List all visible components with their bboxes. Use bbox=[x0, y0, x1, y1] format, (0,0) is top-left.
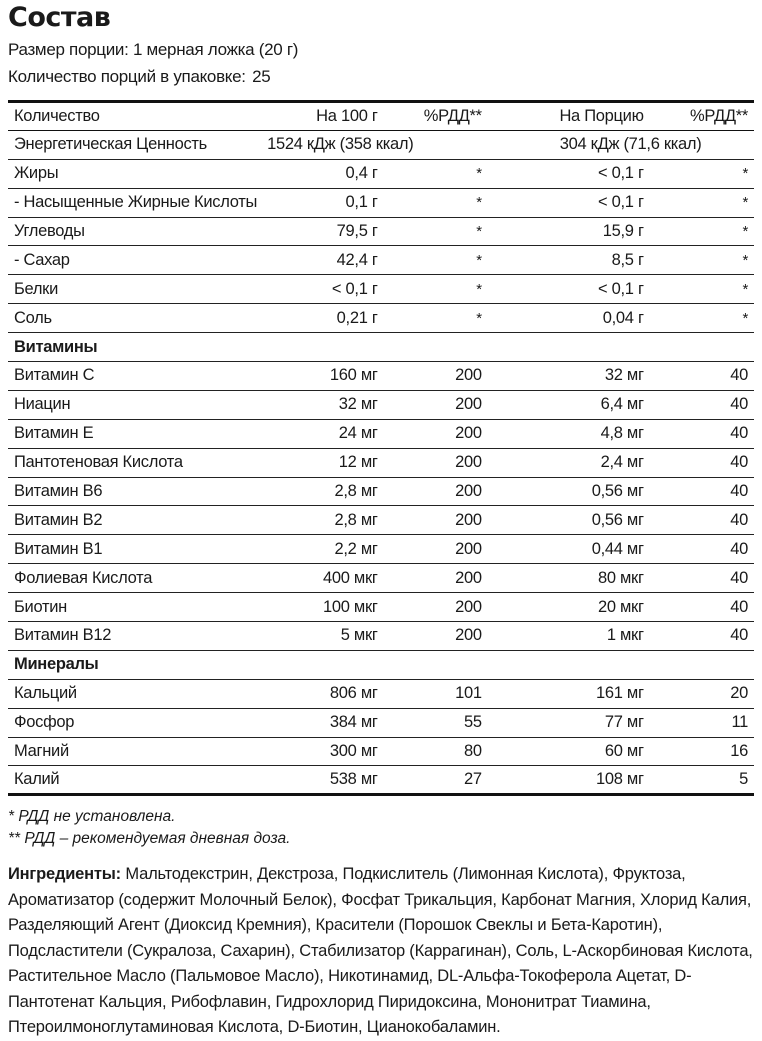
rdd-100g-value: 200 bbox=[455, 539, 482, 558]
per-100g-value: 300 мг bbox=[329, 742, 378, 761]
per-100g-value: 2,8 мг bbox=[334, 482, 378, 501]
rdd-serving-value: 40 bbox=[730, 482, 748, 501]
servings-label: Количество порций в упаковке: bbox=[8, 67, 246, 86]
rdd-100g-value: 200 bbox=[455, 568, 482, 587]
rdd-100g-value: * bbox=[476, 223, 482, 240]
energy-per-serving: 304 кДж (71,6 ккал) bbox=[559, 135, 702, 154]
minerals-section-title: Минералы bbox=[14, 655, 99, 674]
rdd-serving-value: * bbox=[742, 194, 748, 212]
rdd-100g-value: * bbox=[476, 251, 482, 269]
nutrient-name: Витамин С bbox=[14, 366, 95, 385]
per-100g-value: 0,4 г bbox=[345, 164, 378, 183]
per-serving-value: 0,44 мг bbox=[591, 539, 644, 558]
rdd-serving-value: 40 bbox=[730, 539, 748, 558]
per-serving-value: 20 мкг bbox=[597, 597, 644, 616]
nutrient-name: Пантотеновая Кислота bbox=[14, 453, 183, 472]
vitamins-section bbox=[8, 333, 754, 362]
rdd-serving-value: 40 bbox=[730, 568, 748, 587]
per-serving-value: 6,4 мг bbox=[600, 395, 644, 414]
per-100g-value: 400 мкг bbox=[322, 568, 378, 587]
rdd-100g-value: * bbox=[476, 309, 482, 327]
footnote-rdd-definition: ** РДД – рекомендуемая дневная доза. bbox=[8, 830, 291, 848]
rdd-100g-value: 200 bbox=[455, 510, 482, 529]
rdd-100g-value: 55 bbox=[463, 713, 482, 732]
rdd-serving-value: 40 bbox=[730, 597, 748, 616]
header-rdd-100g: %РДД** bbox=[423, 106, 482, 125]
rdd-100g-value: * bbox=[476, 280, 482, 298]
rdd-serving-value: * bbox=[742, 280, 748, 298]
table-row bbox=[8, 535, 754, 564]
per-serving-value: 60 мг bbox=[604, 742, 644, 761]
rdd-100g-value: 27 bbox=[463, 770, 482, 789]
ingredients bbox=[8, 862, 754, 1041]
table-row bbox=[8, 622, 754, 651]
nutrient-name: Углеводы bbox=[14, 222, 85, 240]
nutrient-name: Витамин Е bbox=[14, 424, 94, 443]
table-row bbox=[8, 506, 754, 535]
per-100g-value: 42,4 г bbox=[336, 250, 378, 269]
header-rdd-serving: %РДД** bbox=[690, 106, 748, 125]
nutrient-name: Витамин В6 bbox=[14, 482, 103, 501]
per-serving-value: 2,4 мг bbox=[600, 453, 644, 472]
rdd-100g-value: 200 bbox=[455, 626, 482, 645]
table-row bbox=[8, 679, 754, 708]
page-title: Состав bbox=[8, 2, 111, 33]
per-100g-value: 2,2 мг bbox=[334, 539, 378, 558]
nutrient-name: Жиры bbox=[14, 164, 59, 183]
rdd-serving-value: 40 bbox=[730, 395, 748, 414]
per-100g-value: < 0,1 г bbox=[331, 279, 378, 298]
nutrient-name: Витамин В1 bbox=[14, 539, 103, 558]
table-body bbox=[8, 130, 754, 794]
per-100g-value: 160 мг bbox=[329, 366, 378, 385]
per-100g-value: 32 мг bbox=[338, 395, 378, 414]
table-row bbox=[8, 390, 754, 419]
nutrition-table bbox=[8, 100, 754, 796]
rdd-serving-value: 11 bbox=[731, 713, 748, 732]
nutrient-name: Белки bbox=[14, 279, 59, 298]
footnotes bbox=[8, 806, 754, 850]
rdd-serving-value: 40 bbox=[730, 510, 748, 529]
per-serving-value: 8,5 г bbox=[611, 250, 644, 269]
rdd-100g-value: 80 bbox=[463, 742, 482, 761]
rdd-100g-value: * bbox=[476, 165, 482, 183]
servings-count bbox=[8, 63, 754, 90]
nutrient-name: Соль bbox=[14, 308, 52, 327]
rdd-100g-value: 200 bbox=[455, 453, 482, 472]
footnote-rdd-not-set: * РДД не установлена. bbox=[8, 808, 176, 826]
per-serving-value: 108 мг bbox=[595, 770, 644, 789]
rdd-100g-value: 101 bbox=[455, 684, 482, 703]
per-serving-value: 0,04 г bbox=[602, 308, 644, 327]
table-row bbox=[8, 362, 754, 391]
per-serving-value: 0,56 мг bbox=[591, 510, 644, 529]
rdd-serving-value: 40 bbox=[730, 626, 748, 645]
nutrient-name: - Насыщенные Жирные Кислоты bbox=[14, 193, 258, 212]
nutrient-name: - Сахар bbox=[14, 250, 70, 269]
per-serving-value: 1 мкг bbox=[606, 626, 644, 645]
nutrient-name: Фолиевая Кислота bbox=[14, 568, 153, 587]
per-100g-value: 384 мг bbox=[329, 713, 378, 732]
per-serving-value: < 0,1 г bbox=[598, 279, 644, 298]
per-serving-value: 32 мг bbox=[604, 366, 644, 385]
table-row bbox=[8, 477, 754, 506]
header-quantity: Количество bbox=[14, 106, 100, 125]
table-row bbox=[8, 304, 754, 333]
rdd-serving-value: * bbox=[742, 251, 748, 269]
table-header-row bbox=[8, 102, 754, 131]
table-row bbox=[8, 766, 754, 795]
rdd-100g-value: 200 bbox=[455, 597, 482, 616]
per-100g-value: 79,5 г bbox=[336, 222, 378, 240]
per-100g-value: 806 мг bbox=[329, 684, 378, 703]
per-serving-value: 0,56 мг bbox=[591, 482, 644, 501]
per-100g-value: 100 мкг bbox=[322, 597, 378, 616]
per-100g-value: 5 мкг bbox=[340, 626, 378, 645]
per-serving-value: 80 мкг bbox=[597, 568, 644, 587]
header-per-serving: На Порцию bbox=[559, 106, 644, 125]
nutrient-name: Кальций bbox=[14, 684, 77, 703]
ingredients-label: Ингредиенты: bbox=[8, 865, 121, 884]
rdd-serving-value: 16 bbox=[730, 742, 748, 761]
per-100g-value: 12 мг bbox=[338, 453, 378, 472]
table-row bbox=[8, 564, 754, 593]
table-row bbox=[8, 246, 754, 275]
table-row bbox=[8, 188, 754, 217]
rdd-serving-value: 5 bbox=[739, 770, 748, 789]
energy-per-100g: 1524 кДж (358 ккал) bbox=[267, 135, 414, 154]
per-serving-value: 161 мг bbox=[595, 684, 644, 703]
rdd-100g-value: 200 bbox=[455, 482, 482, 501]
per-serving-value: < 0,1 г bbox=[598, 164, 644, 183]
per-100g-value: 0,1 г bbox=[345, 193, 378, 212]
nutrient-name: Калий bbox=[14, 770, 60, 789]
serving-size: Размер порции: 1 мерная ложка (20 г) bbox=[8, 40, 299, 59]
rdd-100g-value: 200 bbox=[455, 366, 482, 385]
table-row bbox=[8, 737, 754, 766]
ingredients-text: Мальтодекстрин, Декстроза, Подкислитель (Лимонная Кислота), Фруктоза, Ароматизатор (содержит Молочный Белок), Фосфат Трикальция, Карбонат Магния, Хлорид Калия, Разделяющий Агент (Диоксид Кремния), Красители (Порошок Свеклы и Бета-Каротин), Подсластители (Сукралоза, Сахарин), Стабилизатор (Каррагинан), Соль, L-Аскорбиновая Кислота, Растительное Масло (Пальмовое Масло), Никотинамид, DL-Альфа-Токоферола Ацетат, D-Пантотенат Кальция, Рибофлавин, Гидрохлорид Пиридоксина, Мононитрат Тиамина, Птероилмоноглутаминовая Кислота, D-Биотин, Цианокобаламин. bbox=[8, 865, 753, 1037]
nutrient-name: Магний bbox=[14, 742, 69, 761]
table-row bbox=[8, 593, 754, 622]
per-100g-value: 0,21 г bbox=[336, 308, 378, 327]
table-row bbox=[8, 448, 754, 477]
per-serving-value: 4,8 мг bbox=[600, 424, 644, 443]
rdd-serving-value: 20 bbox=[730, 684, 748, 703]
per-100g-value: 24 мг bbox=[338, 424, 378, 443]
nutrient-name: Ниацин bbox=[14, 395, 71, 414]
rdd-serving-value: * bbox=[742, 223, 748, 240]
per-serving-value: 77 мг bbox=[604, 713, 644, 732]
energy-name: Энергетическая Ценность bbox=[14, 135, 207, 154]
rdd-100g-value: 200 bbox=[455, 424, 482, 443]
rdd-serving-value: 40 bbox=[730, 424, 748, 443]
per-serving-value: 15,9 г bbox=[602, 222, 644, 240]
table-row bbox=[8, 159, 754, 188]
nutrition-label bbox=[8, 0, 754, 1041]
table-row bbox=[8, 275, 754, 304]
table-row bbox=[8, 217, 754, 246]
nutrient-name: Витамин В2 bbox=[14, 510, 103, 529]
rdd-serving-value: 40 bbox=[730, 453, 748, 472]
rdd-100g-value: * bbox=[476, 194, 482, 212]
nutrient-name: Витамин В12 bbox=[14, 626, 112, 645]
per-100g-value: 2,8 мг bbox=[334, 510, 378, 529]
per-100g-value: 538 мг bbox=[329, 770, 378, 789]
rdd-100g-value: 200 bbox=[455, 395, 482, 414]
per-serving-value: < 0,1 г bbox=[598, 193, 644, 212]
nutrient-name: Биотин bbox=[14, 597, 67, 616]
energy-row bbox=[8, 130, 754, 159]
servings-value: 25 bbox=[252, 67, 271, 86]
nutrient-name: Фосфор bbox=[14, 713, 75, 732]
table-row bbox=[8, 419, 754, 448]
rdd-serving-value: 40 bbox=[730, 366, 748, 385]
header-per-100g: На 100 г bbox=[316, 106, 378, 125]
rdd-serving-value: * bbox=[742, 309, 748, 327]
vitamins-section-title: Витамины bbox=[14, 337, 98, 356]
rdd-serving-value: * bbox=[742, 165, 748, 183]
minerals-section bbox=[8, 650, 754, 679]
table-row bbox=[8, 708, 754, 737]
